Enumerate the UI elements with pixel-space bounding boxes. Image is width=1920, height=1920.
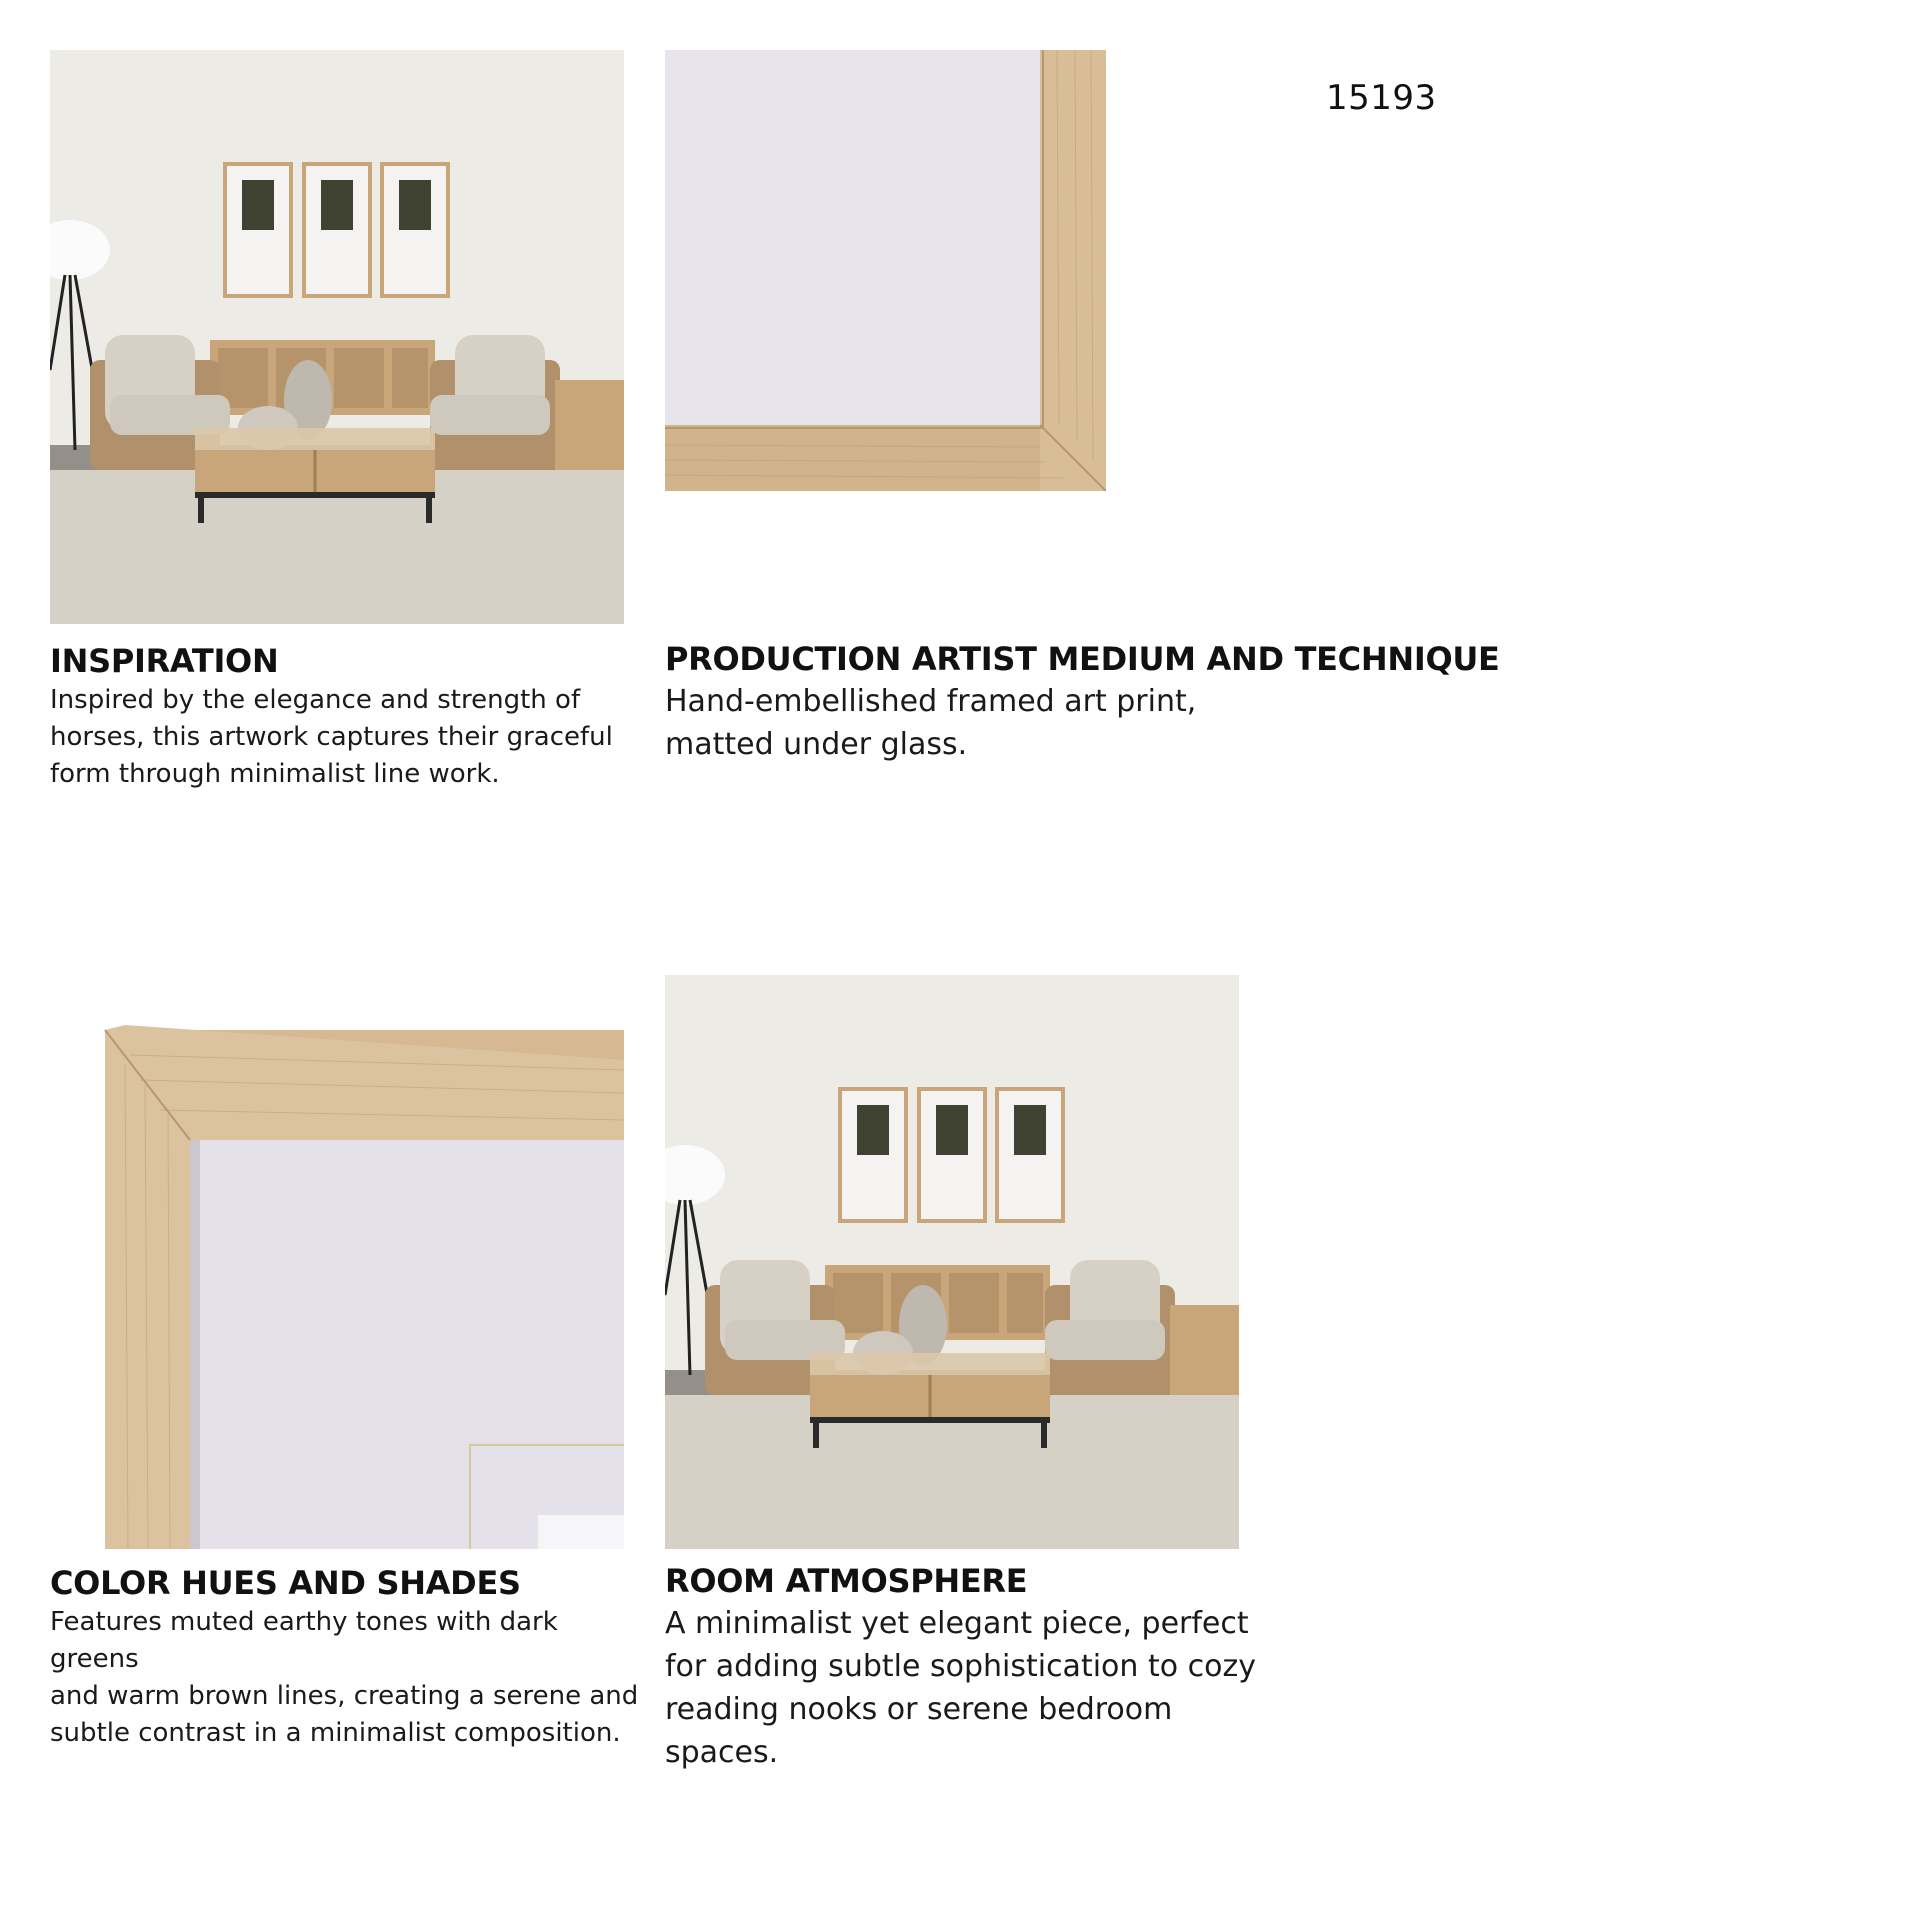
text-line: subtle contrast in a minimalist composition. [50,1718,621,1748]
section-heading: INSPIRATION [50,642,279,680]
section-text [50,1604,650,1752]
room-atmosphere-image [665,975,1239,1549]
section-heading: ROOM ATMOSPHERE [665,1562,1028,1600]
production-section [665,640,1545,766]
inspiration-section [50,642,650,793]
text-line: A minimalist yet elegant piece, perfect [665,1606,1249,1641]
text-line: matted under glass. [665,727,968,762]
text-line: form through minimalist line work. [50,759,500,789]
text-line: for adding subtle sophistication to cozy [665,1649,1256,1684]
section-text [665,680,1545,766]
text-line: and warm brown lines, creating a serene and [50,1681,639,1711]
text-line: Inspired by the elegance and strength of [50,685,581,715]
color-hues-section [50,1564,650,1752]
section-text [50,682,650,793]
text-line: Hand-embellished framed art print, [665,684,1197,719]
frame-corner-image [665,50,1106,491]
text-line: horses, this artwork captures their graceful [50,722,613,752]
text-line: reading nooks or serene bedroom [665,1692,1173,1727]
frame-corner-closeup-image [50,975,624,1549]
room-scene-image [50,50,624,624]
section-text [665,1602,1285,1774]
room-atmosphere-section [665,1562,1285,1774]
product-sku: 15193 [1326,78,1437,118]
section-heading: PRODUCTION ARTIST MEDIUM AND TECHNIQUE [665,640,1500,678]
text-line: Features muted earthy tones with dark greens [50,1607,558,1674]
text-line: spaces. [665,1735,779,1770]
section-heading: COLOR HUES AND SHADES [50,1564,521,1602]
